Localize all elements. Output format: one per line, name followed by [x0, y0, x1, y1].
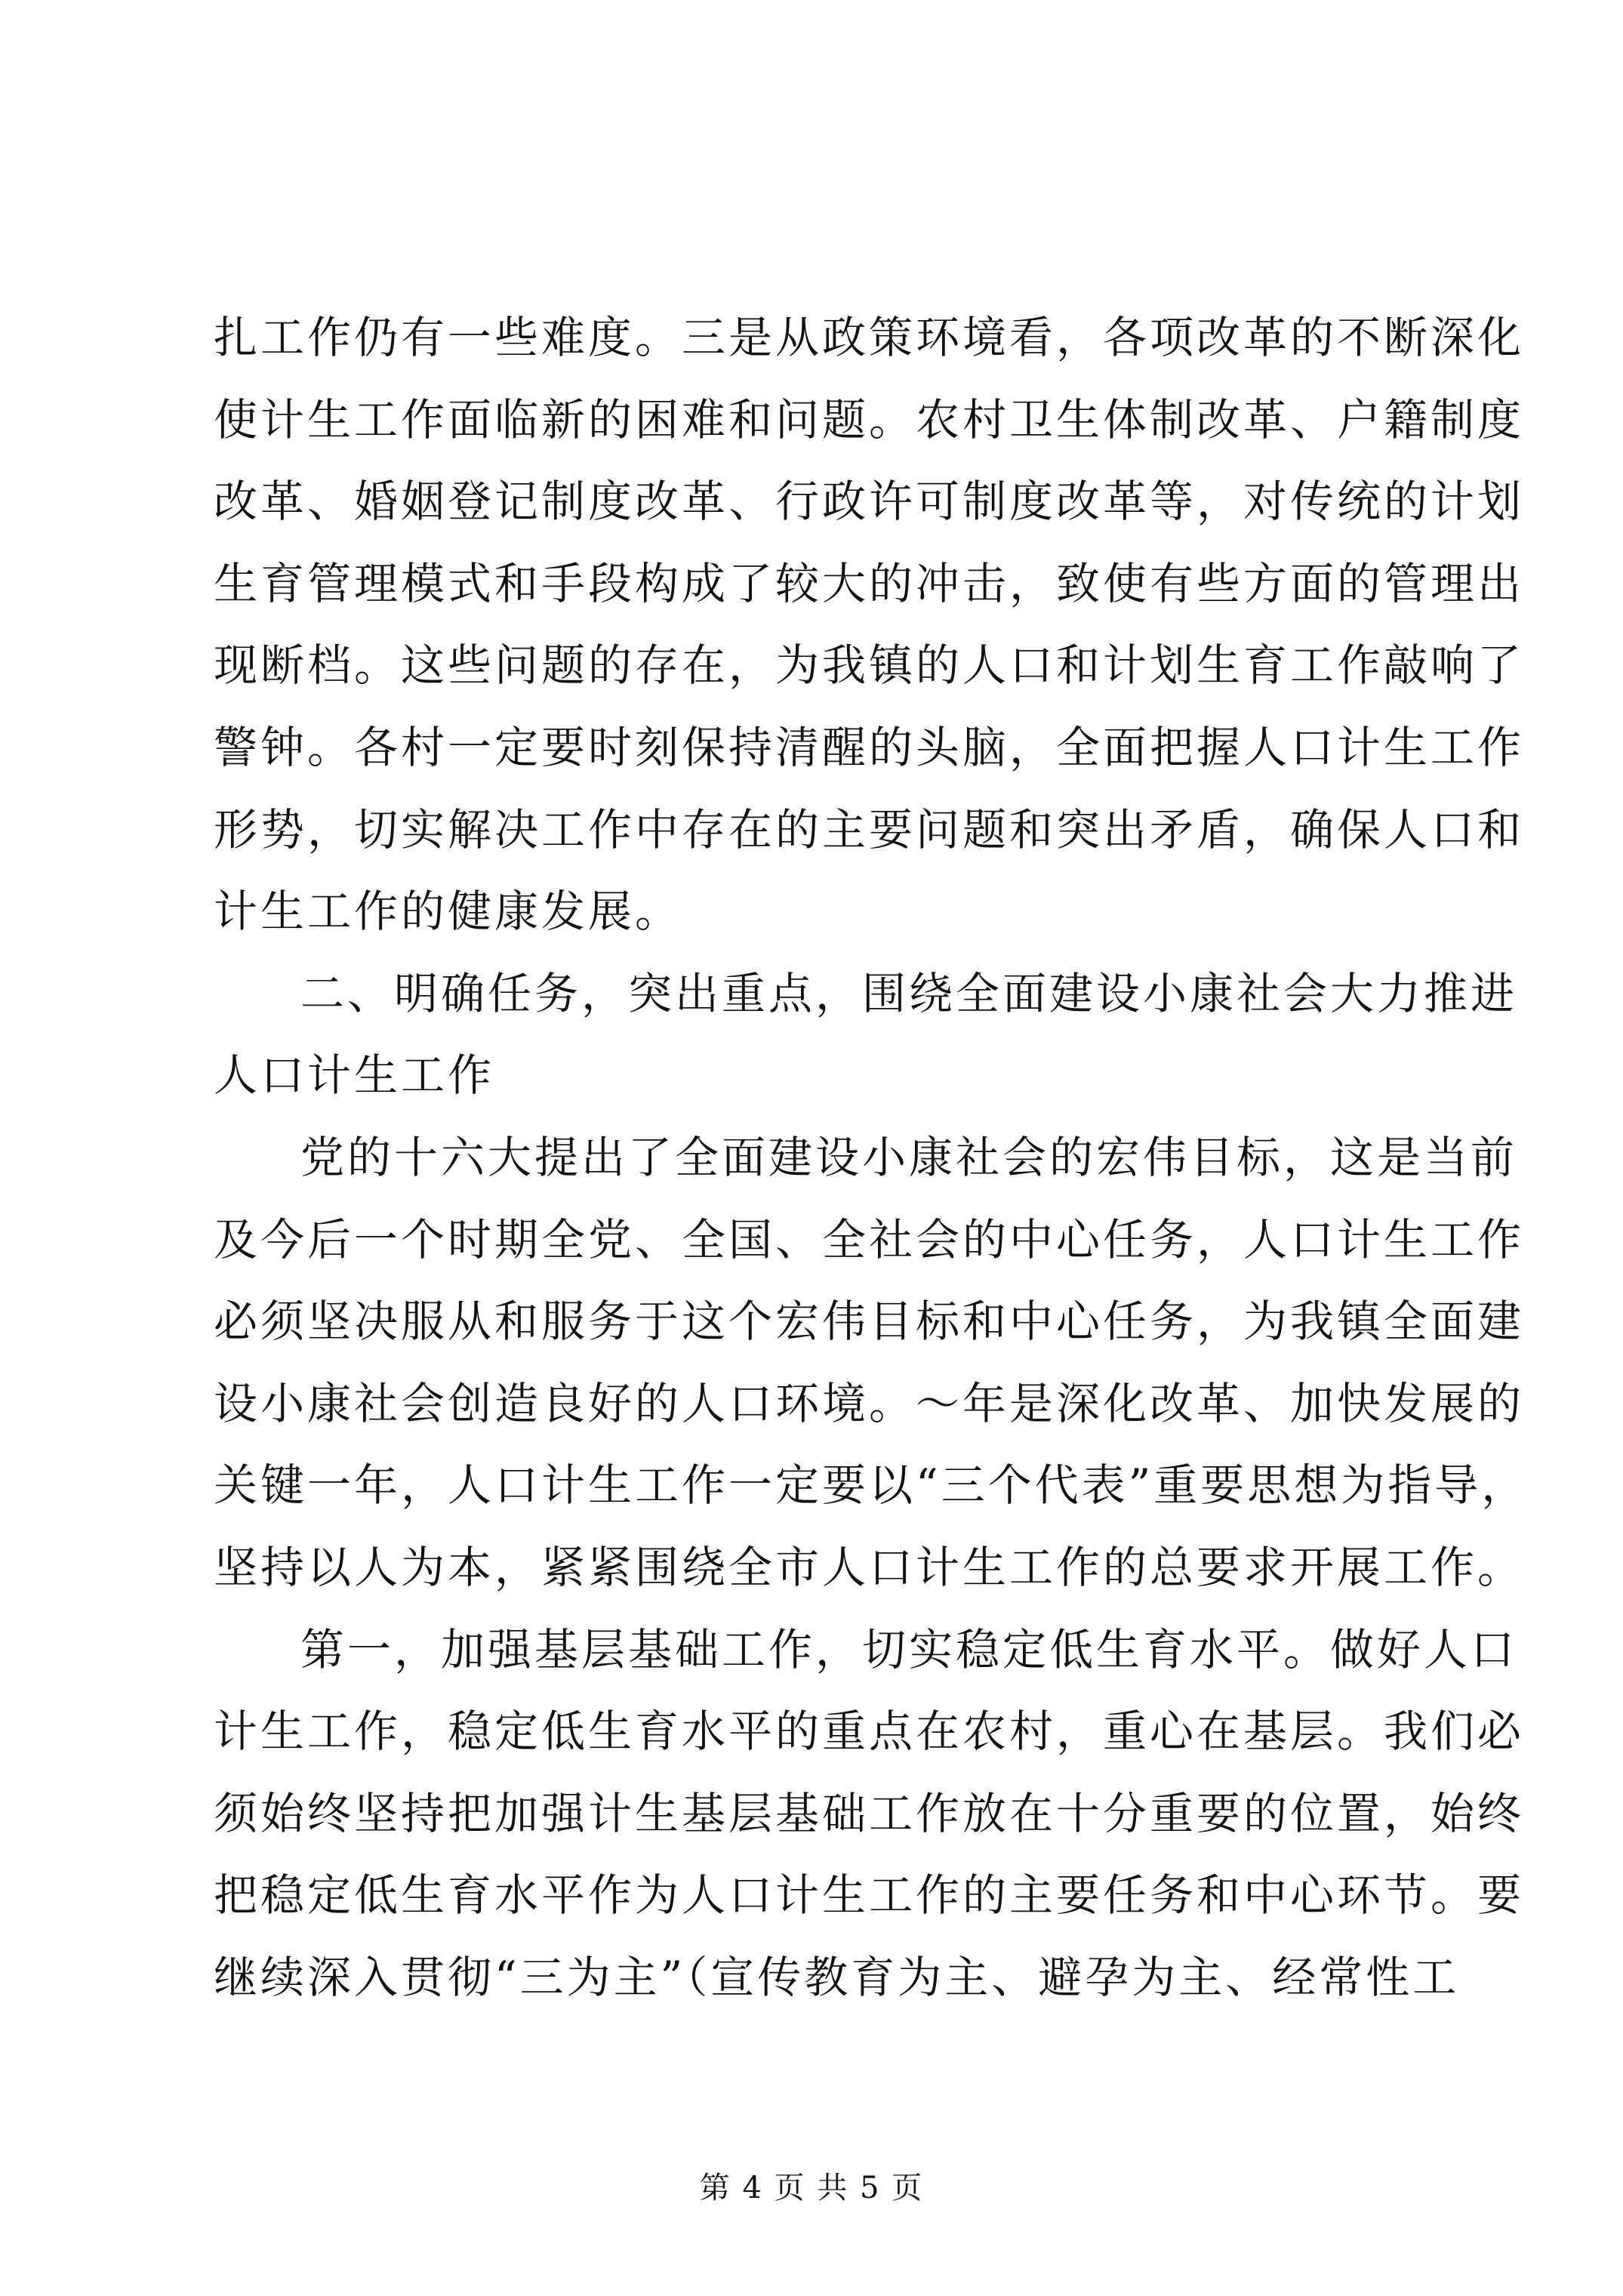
- text-line: 把稳定低生育水平作为人口计生工作的主要任务和中心环节。要: [214, 1869, 1525, 1922]
- text-line: 警钟。各村一定要时刻保持清醒的头脑，全面把握人口计生工作: [214, 721, 1525, 773]
- text-line: 关键一年，人口计生工作一定要以“三个代表”重要思想为指导，: [214, 1459, 1529, 1512]
- section-heading-line: 人口计生工作: [214, 1049, 495, 1102]
- text-line: 第一，加强基层基础工作，切实稳定低生育水平。做好人口: [300, 1623, 1518, 1675]
- text-line: 扎工作仍有一些难度。三是从政策环境看，各项改革的不断深化: [214, 312, 1525, 363]
- text-line: 设小康社会创造良好的人口环境。～年是深化改革、加快发展的: [214, 1377, 1525, 1429]
- body-text: [214, 297, 1529, 2018]
- page-number-footer: 第 4 页 共 5 页: [699, 2171, 924, 2205]
- text-line: 必须坚决服从和服务于这个宏伟目标和中心任务，为我镇全面建: [214, 1296, 1525, 1348]
- text-line: 计生工作，稳定低生育水平的重点在农村，重心在基层。我们必: [214, 1706, 1525, 1758]
- text-line: 使计生工作面临新的困难和问题。农村卫生体制改革、户籍制度: [214, 393, 1525, 445]
- text-line: 生育管理模式和手段构成了较大的冲击，致使有些方面的管理出: [214, 557, 1525, 609]
- text-line: 形势，切实解决工作中存在的主要问题和突出矛盾，确保人口和: [214, 803, 1525, 855]
- text-line: 及今后一个时期全党、全国、全社会的中心任务，人口计生工作: [214, 1213, 1525, 1265]
- text-line: 党的十六大提出了全面建设小康社会的宏伟目标，这是当前: [300, 1131, 1518, 1183]
- text-line: 须始终坚持把加强计生基层基础工作放在十分重要的位置，始终: [214, 1787, 1525, 1839]
- text-line: 现断档。这些问题的存在，为我镇的人口和计划生育工作敲响了: [214, 639, 1525, 692]
- text-line: 坚持以人为本，紧紧围绕全市人口计生工作的总要求开展工作。: [214, 1541, 1525, 1593]
- section-heading-line: 二、明确任务，突出重点，围绕全面建设小康社会大力推进: [300, 967, 1518, 1019]
- text-line: 计生工作的健康发展。: [214, 886, 682, 938]
- text-line: 改革、婚姻登记制度改革、行政许可制度改革等，对传统的计划: [214, 476, 1525, 528]
- text-line: 继续深入贯彻“三为主”（宣传教育为主、避孕为主、经常性工: [214, 1951, 1460, 2003]
